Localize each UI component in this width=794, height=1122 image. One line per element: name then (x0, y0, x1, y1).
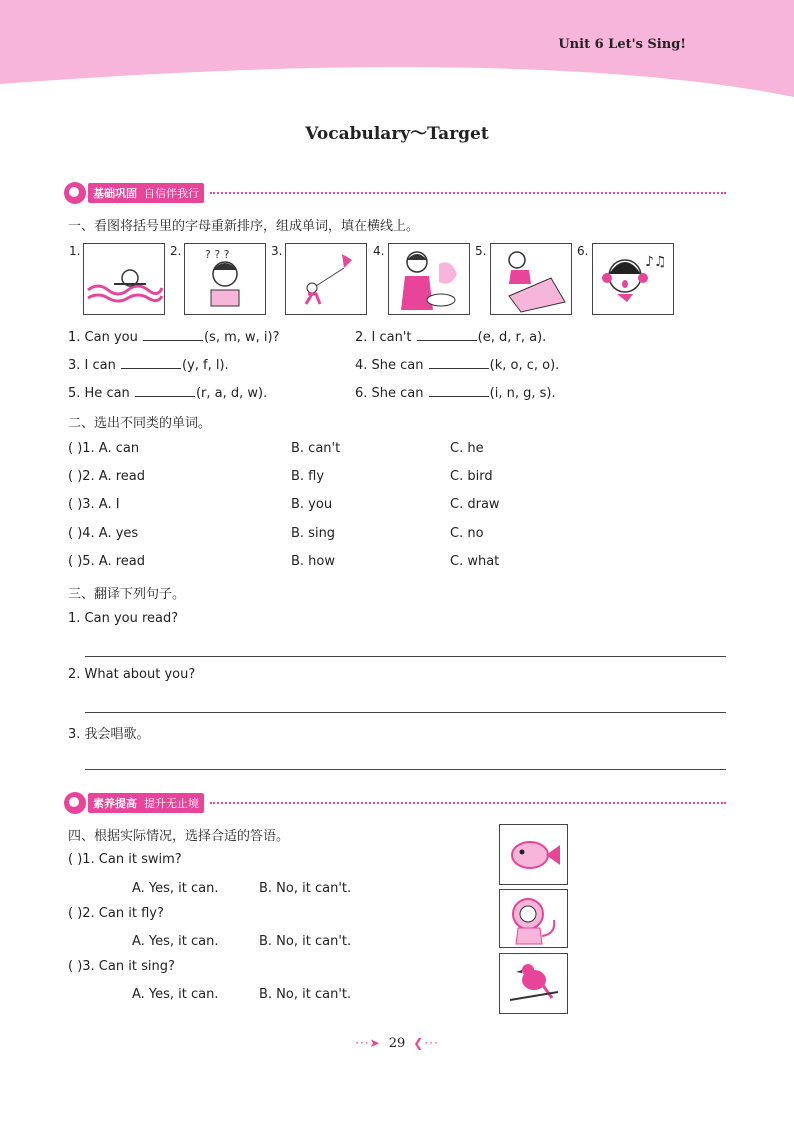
option-c: C. what (450, 554, 500, 569)
odd-one-out-question[interactable]: ( )4. A. yes (68, 526, 139, 541)
option-a: A. Yes, it can. (132, 881, 219, 896)
option-c: C. he (450, 441, 484, 456)
unit-title: Unit 6 Let's Sing! (558, 37, 686, 52)
translate-item-1: 1. Can you read? (68, 611, 179, 626)
section2-heading: 二、选出不同类的单词。 (68, 416, 212, 431)
option-a: A. Yes, it can. (132, 987, 219, 1002)
translate-item-3: 3. 我会唱歌。 (68, 727, 150, 742)
option-a: A. Yes, it can. (132, 934, 219, 949)
pic-number: 3. (271, 244, 283, 258)
choice-question-1[interactable]: ( )1. Can it swim? (68, 852, 182, 867)
unscramble-item-4 (355, 356, 559, 373)
fish-picture (499, 824, 568, 885)
answer-blank[interactable] (135, 384, 195, 397)
lion-picture (499, 889, 568, 948)
item-stem: 4. She can (355, 358, 424, 373)
option-b: B. sing (291, 526, 336, 541)
drawing-girl-picture (490, 243, 572, 315)
odd-one-out-question[interactable]: ( )2. A. read (68, 469, 146, 484)
section-banner-improve (64, 790, 726, 816)
option-b: B. you (291, 497, 333, 512)
choice-question-2[interactable]: ( )2. Can it fly? (68, 906, 164, 921)
banner-main-text: 素养提高 (93, 797, 137, 810)
unscramble-item-6 (355, 384, 556, 401)
svg-text:♪♫: ♪♫ (645, 254, 667, 270)
item-letters: (i, n, g, s). (489, 386, 556, 401)
banner-sub-text: 自信伴我行 (144, 187, 199, 200)
pic-number: 1. (69, 244, 81, 258)
page-footer (340, 1035, 454, 1051)
answer-blank[interactable] (143, 328, 203, 341)
kite-flying-picture (285, 243, 367, 315)
pic-number: 6. (577, 244, 589, 258)
bird-picture (499, 953, 568, 1014)
unscramble-item-3 (68, 356, 229, 373)
section3-heading: 三、翻译下列句子。 (68, 587, 186, 602)
option-b: B. No, it can't. (259, 987, 352, 1002)
option-b: B. No, it can't. (259, 881, 352, 896)
item-stem: 5. He can (68, 386, 130, 401)
mascot-icon (64, 792, 86, 814)
answer-blank[interactable] (121, 356, 181, 369)
banner-tag (88, 793, 204, 813)
item-stem: 6. She can (355, 386, 424, 401)
unscramble-item-1 (68, 328, 280, 345)
banner-main-text: 基础巩固 (93, 187, 137, 200)
answer-line[interactable] (85, 656, 726, 657)
item-stem: 1. Can you (68, 330, 138, 345)
translate-item-2: 2. What about you? (68, 667, 196, 682)
answer-blank[interactable] (429, 384, 489, 397)
item-stem: 2. I can't (355, 330, 412, 345)
reading-boy-picture (184, 243, 266, 315)
left-arrow-icon: ❮··· (413, 1036, 439, 1050)
item-letters: (s, m, w, i)? (203, 330, 280, 345)
odd-one-out-question[interactable]: ( )1. A. can (68, 441, 140, 456)
option-c: C. bird (450, 469, 493, 484)
mascot-icon (64, 182, 86, 204)
pic-number: 2. (170, 244, 182, 258)
option-b: B. how (291, 554, 336, 569)
page-title: Vocabulary～Target (305, 124, 489, 144)
answer-line[interactable] (85, 712, 726, 713)
right-arrow-icon: ···➤ (355, 1036, 381, 1050)
odd-one-out-question[interactable]: ( )5. A. read (68, 554, 146, 569)
svg-text:? ? ?: ? ? ? (205, 248, 230, 261)
cooking-woman-picture (388, 243, 470, 315)
banner-sub-text: 提升无止境 (144, 797, 199, 810)
dotted-divider (210, 192, 726, 194)
page-number: 29 (388, 1035, 406, 1051)
item-stem: 3. I can (68, 358, 116, 373)
swimming-picture (83, 243, 165, 315)
banner-tag (88, 183, 204, 203)
section1-heading: 一、看图将括号里的字母重新排序，组成单词，填在横线上。 (68, 219, 420, 234)
answer-blank[interactable] (429, 356, 489, 369)
section-banner-basic (64, 180, 726, 206)
unscramble-item-5 (68, 384, 267, 401)
option-b: B. can't (291, 441, 341, 456)
item-letters: (r, a, d, w). (195, 386, 268, 401)
answer-line[interactable] (85, 769, 726, 770)
odd-one-out-question[interactable]: ( )3. A. I (68, 497, 120, 512)
unscramble-item-2 (355, 328, 546, 345)
choice-question-3[interactable]: ( )3. Can it sing? (68, 959, 175, 974)
option-b: B. No, it can't. (259, 934, 352, 949)
option-c: C. draw (450, 497, 500, 512)
item-letters: (y, f, l). (182, 358, 229, 373)
section4-heading: 四、根据实际情况，选择合适的答语。 (68, 829, 290, 844)
singing-girl-picture (592, 243, 674, 315)
dotted-divider (210, 802, 726, 804)
pic-number: 4. (373, 244, 385, 258)
answer-blank[interactable] (417, 328, 477, 341)
item-letters: (k, o, c, o). (489, 358, 560, 373)
item-letters: (e, d, r, a). (477, 330, 547, 345)
option-b: B. fly (291, 469, 325, 484)
pic-number: 5. (475, 244, 487, 258)
option-c: C. no (450, 526, 484, 541)
